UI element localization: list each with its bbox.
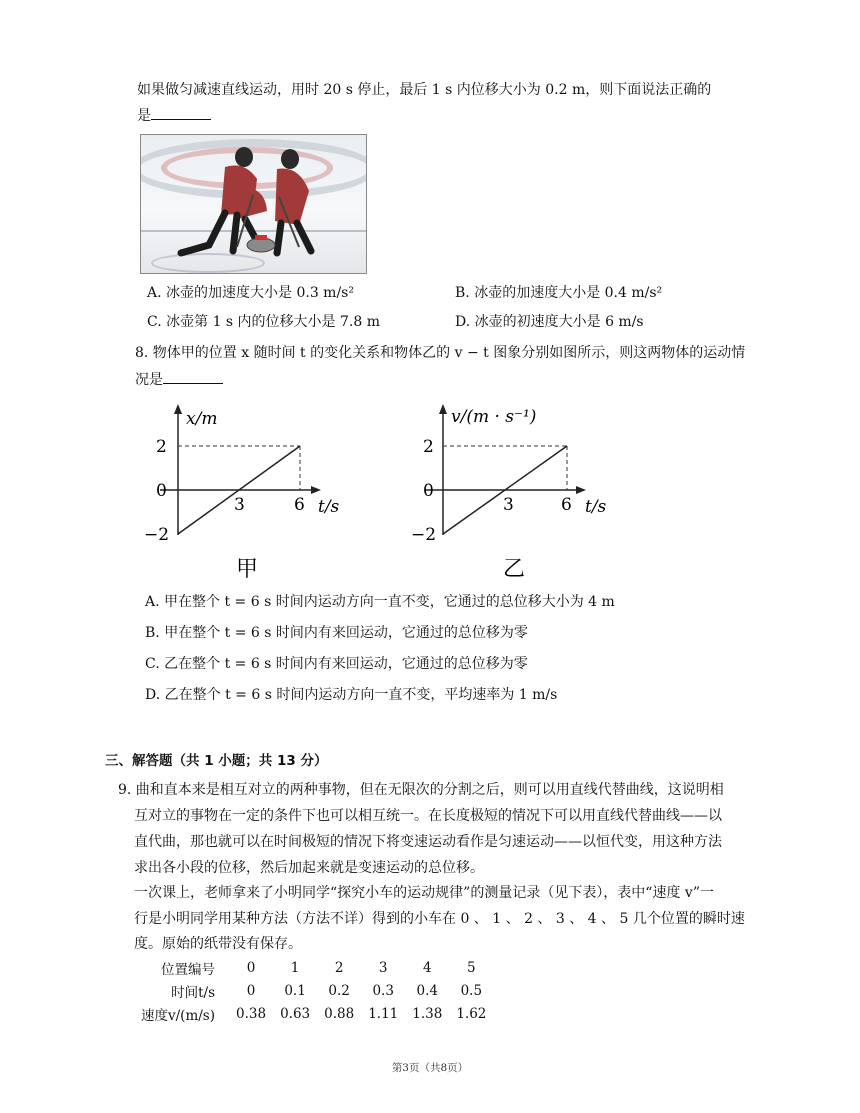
table-cell: 0.3 <box>372 982 394 999</box>
table-cell: 0 <box>246 982 256 999</box>
q9-line-3: 直代曲，那也就可以在时间极短的情况下将变速运动看作是匀速运动——以恒代变，用这种方法 <box>134 834 722 850</box>
q8-stem-line1: 8. 物体甲的位置 x 随时间 t 的变化关系和物体乙的 v − t 图象分别如图所示，则这两物体的运动情 <box>135 345 746 361</box>
table-cell: 0.5 <box>460 982 483 999</box>
graph-yi-tick-3: 3 <box>503 495 514 515</box>
graph-jia-tick-0: 0 <box>156 481 167 501</box>
q9-line-2: 互对立的事物在一定的条件下也可以相互统一。在长度极短的情况下可以用直线代替曲线——以 <box>134 808 722 824</box>
q8-option-b: B. 甲在整个 t = 6 s 时间内有来回运动，它通过的总位移为零 <box>145 625 528 641</box>
table-row <box>134 979 493 1002</box>
table-cell: 0.4 <box>416 982 439 999</box>
graph-yi <box>405 400 655 589</box>
table-cell: 0.38 <box>236 1005 267 1022</box>
q8-stem-line2: 况是 <box>135 369 223 390</box>
graph-yi-tick-0: 0 <box>423 481 434 501</box>
measurement-table <box>134 956 493 1025</box>
table-cell: 0.1 <box>284 982 306 999</box>
graph-yi-caption: 乙 <box>503 557 526 582</box>
answer-blank <box>163 369 223 384</box>
answer-blank <box>151 105 211 120</box>
graph-jia-caption: 甲 <box>236 557 259 582</box>
graph-yi-tick-2: 2 <box>423 437 434 457</box>
q9-line-6: 行是小明同学用某种方法（方法不详）得到的小车在 0 、 1 、 2 、 3 、 4 、 5 几个位置的瞬时速 <box>134 911 745 927</box>
graph-yi-tick-neg2: −2 <box>411 525 437 545</box>
graph-jia-tick-2: 2 <box>156 437 167 457</box>
graph-yi-y-label: v/(m · s⁻¹) <box>451 407 537 427</box>
section-heading: 三、解答题（共 1 小题；共 13 分） <box>105 753 328 769</box>
table-cell: 4 <box>422 959 432 976</box>
q9-line-7: 度。原始的纸带没有保存。 <box>134 936 302 952</box>
table-cell: 3 <box>378 959 388 976</box>
q8-option-d: D. 乙在整个 t = 6 s 时间内运动方向一直不变，平均速率为 1 m/s <box>145 687 558 703</box>
table-row <box>134 1002 493 1025</box>
graph-jia-y-label: x/m <box>186 409 218 429</box>
table-cell: 0.63 <box>280 1005 311 1022</box>
table-cell: 0 <box>246 959 256 976</box>
graph-jia-tick-6: 6 <box>294 495 305 515</box>
q7-option-b: B. 冰壶的加速度大小是 0.4 m/s² <box>455 285 663 301</box>
graph-yi-tick-6: 6 <box>561 495 572 515</box>
q9-line-1: 9. 曲和直本来是相互对立的两种事物，但在无限次的分割之后，则可以用直线代替曲线，这说明相 <box>118 782 724 798</box>
table-cell: 位置编号 <box>161 961 215 978</box>
curling-photo <box>140 134 367 274</box>
curlers-figure <box>141 135 366 273</box>
table-cell: 时间t/s <box>171 984 215 1001</box>
table-cell: 5 <box>467 959 476 976</box>
table-cell: 1.38 <box>412 1005 443 1022</box>
q7-option-c: C. 冰壶第 1 s 内的位移大小是 7.8 m <box>147 314 380 330</box>
q8-option-a: A. 甲在整个 t = 6 s 时间内运动方向一直不变，它通过的总位移大小为 4 m <box>145 594 615 610</box>
table-cell: 2 <box>334 959 344 976</box>
table-cell: 1.62 <box>456 1005 487 1022</box>
q7-option-a: A. 冰壶的加速度大小是 0.3 m/s² <box>147 285 354 301</box>
graph-jia-tick-neg2: −2 <box>144 525 170 545</box>
q9-line-4: 求出各小段的位移，然后加起来就是变速运动的总位移。 <box>134 860 484 876</box>
table-row <box>134 956 493 979</box>
graph-jia-tick-3: 3 <box>234 495 245 515</box>
graph-jia <box>140 400 370 589</box>
table-cell: 速度v/(m/s) <box>141 1007 215 1024</box>
page-footer: 第3页（共8页） <box>391 1062 469 1074</box>
q7-stem-line2: 是 <box>137 105 211 126</box>
table-cell: 1.11 <box>368 1005 399 1022</box>
q8-option-c: C. 乙在整个 t = 6 s 时间内有来回运动，它通过的总位移为零 <box>145 656 528 672</box>
table-cell: 0.88 <box>324 1005 355 1022</box>
table-cell: 1 <box>290 959 300 976</box>
q9-line-5: 一次课上，老师拿来了小明同学“探究小车的运动规律”的测量记录（见下表），表中“速度 v”一 <box>134 885 714 901</box>
graph-yi-x-label: t/s <box>585 497 607 517</box>
q7-option-d: D. 冰壶的初速度大小是 6 m/s <box>455 314 644 330</box>
table-cell: 0.2 <box>328 982 350 999</box>
graph-jia-x-label: t/s <box>318 497 340 517</box>
q7-stem-line1: 如果做匀减速直线运动，用时 20 s 停止，最后 1 s 内位移大小为 0.2 m，则下面说法正确的 <box>137 82 712 98</box>
